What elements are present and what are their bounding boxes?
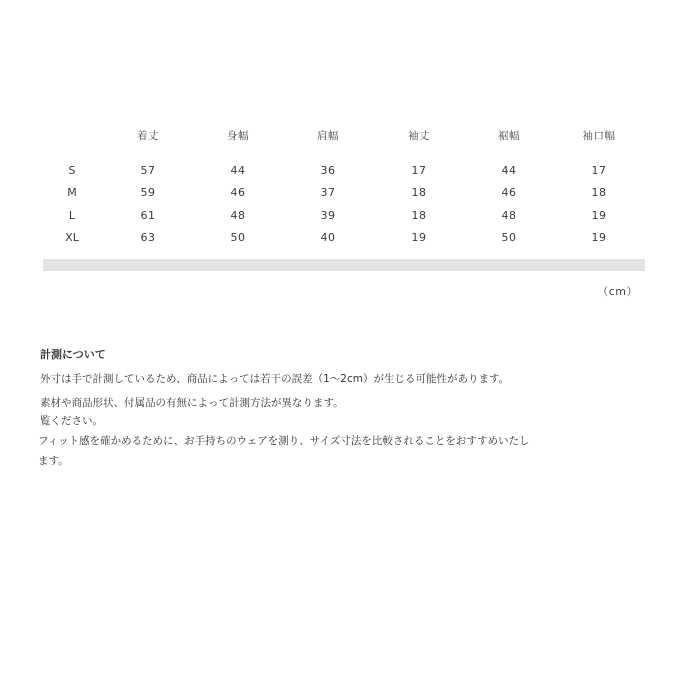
table-cell: 18 bbox=[411, 186, 427, 199]
table-cell: 17 bbox=[591, 164, 607, 177]
table-cell: 17 bbox=[411, 164, 427, 177]
table-cell: 61 bbox=[140, 209, 156, 222]
note-line: 素材や商品形状、付属品の有無によって計測方法が異なります。 bbox=[40, 397, 344, 409]
table-cell: 63 bbox=[140, 231, 156, 244]
table-row bbox=[0, 228, 680, 248]
table-cell: 19 bbox=[591, 231, 607, 244]
note-line: 覧ください。 bbox=[40, 415, 103, 427]
table-header-row bbox=[0, 126, 680, 146]
table-cell: 18 bbox=[591, 186, 607, 199]
table-cell: 57 bbox=[140, 164, 156, 177]
table-cell: 50 bbox=[501, 231, 517, 244]
size-label: L bbox=[68, 209, 76, 222]
column-header-width: 身幅 bbox=[227, 130, 249, 142]
table-cell: 50 bbox=[230, 231, 246, 244]
table-row bbox=[0, 206, 680, 226]
table-cell: 19 bbox=[591, 209, 607, 222]
table-cell: 44 bbox=[230, 164, 246, 177]
table-cell: 46 bbox=[230, 186, 246, 199]
note-line: フィット感を確かめるために、お手持ちのウェアを測り、サイズ寸法を比較されることをおすすめいたし bbox=[38, 435, 530, 447]
table-row bbox=[0, 161, 680, 181]
table-cell: 46 bbox=[501, 186, 517, 199]
table-cell: 18 bbox=[411, 209, 427, 222]
table-cell: 59 bbox=[140, 186, 156, 199]
table-divider bbox=[43, 259, 645, 271]
table-cell: 36 bbox=[320, 164, 336, 177]
table-cell: 39 bbox=[320, 209, 336, 222]
column-header-length: 着丈 bbox=[137, 130, 159, 142]
table-row bbox=[0, 183, 680, 203]
column-header-hem-width: 裾幅 bbox=[498, 130, 520, 142]
note-line: ます。 bbox=[38, 455, 69, 467]
table-cell: 44 bbox=[501, 164, 517, 177]
note-line: 外寸は手で計測しているため、商品によっては若干の誤差（1〜2cm）が生じる可能性があります。 bbox=[40, 373, 510, 385]
size-label: M bbox=[67, 186, 77, 199]
table-cell: 48 bbox=[501, 209, 517, 222]
unit-label: （cm） bbox=[597, 285, 638, 298]
notes-title: 計測について bbox=[40, 348, 106, 361]
table-cell: 40 bbox=[320, 231, 336, 244]
column-header-shoulder: 肩幅 bbox=[317, 130, 339, 142]
column-header-cuff-width: 袖口幅 bbox=[582, 130, 616, 142]
table-cell: 19 bbox=[411, 231, 427, 244]
table-cell: 48 bbox=[230, 209, 246, 222]
table-cell: 37 bbox=[320, 186, 336, 199]
size-label: XL bbox=[65, 231, 79, 244]
size-label: S bbox=[68, 164, 76, 177]
column-header-sleeve-length: 袖丈 bbox=[408, 130, 430, 142]
